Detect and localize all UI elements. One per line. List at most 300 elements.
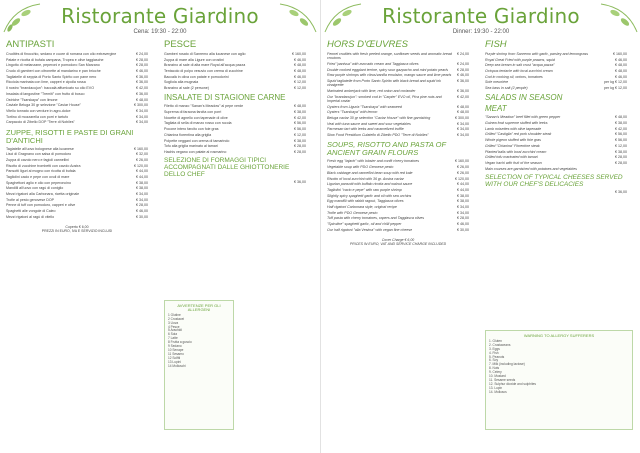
dish-name: Lisci di Gragnano con salsa di pomodoro: [6, 152, 72, 157]
allergen-box: [164, 300, 234, 430]
dish-name: Beluga caviar 30 gr selection "Caviar House" with fine garnishing: [327, 116, 431, 121]
menu-item: [164, 127, 306, 131]
dish-name: Pansotti liguri al mogno con ricotta di bufala: [6, 169, 76, 174]
allergen-box: [485, 330, 633, 430]
menu-item: [6, 52, 148, 56]
dish-name: Egg mandilli with rabbit ragout, Taggiasca olives: [327, 199, 404, 204]
section-heading: SELEZIONE DI FORMAGGI TIPICI ACCOMPAGNATI DALLE GHIOTTONERIE DELLO CHEF: [164, 157, 290, 179]
allergen-list: [489, 340, 629, 395]
menu-item: [327, 95, 469, 104]
dish-price: € 300,00: [455, 116, 469, 121]
service-hours: Dinner: 19:30 - 22:00: [452, 29, 510, 35]
dish-name: Sea bass in salt (2 people): [485, 86, 528, 91]
dish-price: € 24,00: [136, 52, 148, 56]
dish-price: € 38,00: [294, 110, 306, 115]
dish-price: per kg € 12,00: [604, 86, 627, 91]
section-heading: PESCE: [164, 39, 197, 50]
allergen-item: 14. Molluscs: [489, 389, 507, 394]
dish-price: € 26,00: [457, 170, 469, 175]
dish-name: Risotto of local zucchini with 36 gr. Aostra caviar: [327, 176, 404, 181]
dish-price: € 48,00: [294, 69, 306, 74]
dish-name: Tofu alla griglia marinato al tamari: [164, 144, 218, 149]
dish-name: Tuff pasta with cherry tomatoes, capers and Taggiasca olives: [327, 216, 425, 221]
allergen-item: 4. Fish: [489, 350, 499, 355]
menu-item: [6, 169, 148, 173]
dish-price: € 46,00: [615, 74, 627, 79]
menu-item: [327, 177, 469, 181]
dish-name: Tentacolo di polpo vesuvio con crema di zucchine: [164, 69, 243, 74]
dish-price: € 48,00: [294, 104, 306, 109]
dish-name: Carpaccio di Zibello DOP "Terre di Nobiles": [6, 120, 75, 125]
pesce-list: [164, 52, 306, 90]
menu-item: [164, 86, 306, 90]
dish-name: Vegan hachi with fruit of the season: [485, 160, 542, 165]
dish-price: € 56,00: [294, 127, 306, 132]
menu-item: [485, 155, 627, 159]
allergen-item: 13 Lupini: [168, 359, 181, 364]
dish-name: Baccalà in oliva con patate e pomodorini: [164, 74, 229, 79]
menu-item: [6, 115, 148, 119]
dish-price: € 34,00: [457, 127, 469, 132]
menu-item: [164, 121, 306, 125]
dish-price: € 44,00: [136, 174, 148, 179]
menu-item: [327, 222, 469, 226]
allergen-item: 3. Eggs: [489, 346, 500, 351]
dish-price: € 34,00: [457, 133, 469, 138]
dish-price: € 48,00: [136, 97, 148, 102]
menu-item: [327, 194, 469, 198]
dish-name: Lamb noisettes with olive tapenade: [485, 126, 542, 131]
menu-item: [485, 69, 627, 73]
dish-price: € 300,00: [134, 103, 148, 108]
dish-name: "Spiruline" spaghetti garlic, oil and chilli pepper: [327, 222, 402, 226]
menu-item: [6, 158, 148, 162]
menu-item: [6, 69, 148, 73]
dish-price: € 120,00: [134, 163, 148, 168]
allergen-item: 8 Frutta a guscio: [168, 340, 192, 345]
dish-name: Fried "panissa" with avocado cream and Taggiasca olives: [327, 61, 419, 66]
dish-price: € 160,00: [613, 52, 627, 56]
menu-item: [6, 152, 148, 156]
menu-item: [164, 133, 306, 137]
menu-item: [327, 52, 469, 61]
dish-price: € 28,00: [615, 155, 627, 160]
allergen-item: 12 Solfiti: [168, 355, 181, 360]
dish-price: € 28,00: [136, 203, 148, 208]
allergen-item: 6 Soia: [168, 332, 178, 337]
menu-column: [164, 37, 306, 186]
dish-price: € 38,00: [457, 193, 469, 198]
dish-name: Il nostro "brandacujun": baccalà affumicato su olio EVO: [6, 86, 94, 91]
dish-price: € 38,00: [615, 121, 627, 126]
dish-price: € 56,00: [294, 121, 306, 126]
section-heading: MEAT: [485, 104, 507, 114]
antipasti-list: [6, 52, 148, 125]
garnish-note: Main courses are garnished with potatoes and vegetables: [485, 166, 577, 171]
dish-name: Filetto di manzo "Sanan's Meadow" al pepe verde: [164, 104, 244, 109]
dish-price: € 34,00: [457, 204, 469, 209]
menu-item: [164, 139, 306, 143]
dish-name: Vitello tonnato con verdure in agro-dolce: [6, 108, 71, 113]
allergen-item: 2 Crostacei: [168, 316, 185, 321]
restaurant-title: Ristorante Giardino: [61, 4, 259, 28]
menu-item: [327, 73, 469, 77]
dish-name: Mezzi rigatoni alla Carbonara, ricetta originale: [6, 192, 80, 197]
dish-price: € 46,00: [615, 57, 627, 62]
dish-name: Branzino al sale (2 persone): [164, 86, 209, 91]
menu-item: [485, 52, 627, 56]
allergen-list: [168, 314, 230, 369]
allergen-item: 6. Soy: [489, 358, 499, 363]
menu-item: [164, 75, 306, 79]
dish-name: Veal with tuna sauce and sweet and sour vegetables: [327, 121, 411, 126]
dish-name: Branzino al sale di alta mare Royal all'acqua pazza: [164, 63, 246, 68]
dish-price: € 36,00: [136, 91, 148, 96]
dish-price: € 56,00: [615, 132, 627, 137]
dish-name: Gamberi rosato di Sanremo alla lucanese con aglio: [164, 52, 246, 56]
menu-item: [327, 110, 469, 114]
dish-name: Slightly spicy spaghetti garlic and oil with sea urchins: [327, 193, 412, 198]
menu-item: [327, 171, 469, 175]
menu-item: [327, 216, 469, 220]
dish-name: Black cabbage and cannellini bean soup with red kale: [327, 170, 413, 175]
restaurant-title: Ristorante Giardino: [382, 4, 580, 28]
dish-name: Tagiatelle all'uovo bolognese alla lucanese: [6, 146, 74, 151]
dish-name: Marinated amberjack with lime, red onion and coriander: [327, 89, 416, 94]
allergen-item: 5 Arachidi: [168, 328, 182, 333]
dish-price: € 36,00: [457, 79, 469, 84]
dish-name: Crudités di finocchio, sedano e cuore di romana con olio extravergine: [6, 52, 117, 56]
menu-item: [6, 80, 148, 84]
dish-price: € 160,00: [455, 159, 469, 164]
menu-item: [6, 198, 148, 202]
menu-item: [164, 144, 306, 148]
cheese-price: € 36,00: [294, 180, 306, 185]
dish-name: Whole pigeon stuffed with foie gras: [485, 138, 541, 143]
dish-price: € 28,00: [136, 63, 148, 68]
dish-name: Zuppa di mare alla Ligure con crostini: [164, 57, 224, 62]
menu-item: [6, 175, 148, 179]
dish-price: € 46,00: [457, 73, 469, 78]
menu-item: [6, 147, 148, 151]
allergen-title: WARNING TO ALLERGY SUFFERERS: [523, 333, 595, 338]
dish-name: Royal Great Fried with purple prawns, squid: [485, 57, 555, 62]
dish-price: € 12,00: [294, 80, 306, 85]
dish-name: Fresh egg "tajarin" with lobster and confit cherry tomatoes: [327, 159, 420, 164]
dish-price: € 36,00: [136, 74, 148, 79]
pasta-list: [6, 147, 148, 220]
menu-item: [485, 86, 627, 90]
dish-price: € 36,00: [457, 89, 469, 94]
dish-price: € 12,00: [294, 86, 306, 91]
dish-price: € 12,00: [294, 132, 306, 137]
dish-name: Octopus tentacle with local zucchini cream: [485, 69, 553, 74]
dish-price: € 48,00: [457, 104, 469, 109]
menu-item: [327, 228, 469, 232]
dish-name: Purple shrimp from Sanremo with garlic, parsley and lemongrass: [485, 52, 589, 56]
allergen-item: 9. Celery: [489, 370, 502, 375]
menu-item: [327, 127, 469, 131]
allergen-item: 11. Sesame seeds: [489, 377, 516, 382]
price-note: PREZZI IN EURO, IVA E SERVIZIO INCLUSI: [41, 229, 113, 234]
allergen-item: 2. Crustaceans: [489, 342, 511, 347]
dish-price: € 38,00: [136, 186, 148, 191]
dish-name: Insalata di langostine "Tremiti" con frutto di bosco: [6, 91, 85, 96]
allergen-item: 13. Lupin: [489, 385, 503, 390]
menu-item: [6, 109, 148, 113]
dish-price: € 34,00: [457, 210, 469, 215]
dish-name: Oysters from Liguria "Tsarskaya" with seaweed: [327, 104, 402, 109]
dish-price: € 48,00: [294, 63, 306, 68]
dish-name: Oysters "Tsarskaya" with lemon: [327, 110, 378, 115]
dish-price: € 28,00: [457, 216, 469, 221]
dish-name: Grilled tofu marinated with tamari: [485, 155, 538, 160]
dish-price: € 160,00: [292, 52, 306, 56]
dish-price: € 42,00: [136, 86, 148, 91]
menu-page-english: [320, 0, 640, 453]
dish-price: € 28,00: [457, 67, 469, 72]
dish-name: Grilled "Castiglia" red pork shoulder steak: [485, 132, 552, 137]
dish-price: € 38,00: [615, 149, 627, 154]
dish-name: Raw purple shrimps with citrus/vanilla emulsion, mango sauce and lime pearls: [327, 73, 452, 78]
menu-item: [164, 52, 306, 56]
dish-price: € 36,00: [136, 80, 148, 85]
menu-item: [327, 79, 469, 88]
dish-name: Our "brandacujun": smoked cod in "Carpier" EVO oil, Pica pine nuts and Imperial caviar: [327, 94, 442, 104]
menu-item: [6, 164, 148, 168]
dish-price: € 30,00: [136, 214, 148, 219]
dish-price: € 42,00: [294, 115, 306, 120]
dish-name: Tagliata di sella di manzo rosso con rucola: [164, 121, 232, 126]
dish-name: Patate e ricotta di bufala campana, Tropea e olive taggiasche: [6, 57, 104, 62]
menu-item: [6, 209, 148, 213]
hors-list: [327, 52, 469, 137]
menu-item: [327, 62, 469, 66]
menu-item: [164, 110, 306, 114]
dish-price: € 38,00: [457, 199, 469, 204]
dish-name: Nocette di agnello con tapenade di olive: [164, 115, 228, 120]
menu-item: [327, 165, 469, 169]
dish-price: € 30,00: [457, 227, 469, 232]
dish-name: Deep sea bream in salt crust "acqua pazza": [485, 63, 555, 68]
fish-list: [485, 52, 627, 90]
cover-charge: Coperto € 6,00: [65, 225, 89, 230]
dish-price: € 42,00: [615, 126, 627, 131]
dish-price: € 28,00: [294, 149, 306, 154]
menu-item: [327, 89, 469, 93]
cheese-price: € 36,00: [615, 189, 627, 194]
allergen-title: AVVERTENZE PER GLI ALLERGENI: [177, 303, 221, 312]
allergen-item: 11 Sesamo: [168, 351, 184, 356]
section-heading: INSALATE DI STAGIONE CARNE: [164, 93, 286, 103]
dish-price: € 44,00: [457, 187, 469, 192]
dish-price: € 32,00: [136, 152, 148, 157]
allergen-item: 10. Mustard: [489, 374, 506, 379]
menu-item: [327, 211, 469, 215]
menu-item: [485, 80, 627, 84]
dish-price: € 46,00: [457, 222, 469, 226]
allergen-item: 5. Peanuts: [489, 354, 505, 359]
dish-price: € 120,00: [455, 176, 469, 181]
dish-name: Hachis vegano con patate al rosmarino: [164, 149, 227, 154]
dish-name: Tagliolini cacio e pepe con ovuli di mare: [6, 174, 70, 179]
dish-name: Mandilli all'uovo con ragù di coniglio: [6, 186, 64, 191]
dish-price: € 24,00: [457, 61, 469, 66]
menu-item: [6, 215, 148, 219]
dish-price: € 46,00: [294, 74, 306, 79]
dish-name: Pocone intero farcito con foie gras: [164, 127, 219, 132]
menu-item: [485, 138, 627, 142]
dish-price: € 48,00: [457, 110, 469, 115]
dish-name: Parmesan tart with leeks and caramelized truffle: [327, 127, 404, 132]
dish-name: Spaghetti alle vongole di Caleo: [6, 209, 56, 214]
dish-price: € 26,00: [457, 165, 469, 170]
menu-item: [327, 122, 469, 126]
allergen-item: 3 Uova: [168, 320, 179, 325]
dish-name: Polpette veggani con crema di tamarindo: [164, 138, 230, 143]
dish-name: Mezzi rigatoni al ragù di vitello: [6, 214, 55, 219]
dish-name: Sole meunière: [485, 80, 509, 85]
dish-name: Ricciola marinata con lime, capperi e cipolla rossa: [6, 80, 86, 85]
menu-item: [6, 181, 148, 185]
menu-item: [327, 116, 469, 120]
dish-price: € 56,00: [615, 138, 627, 143]
dish-price: € 46,00: [294, 57, 306, 62]
menu-column: [327, 37, 469, 246]
menu-item: [164, 150, 306, 154]
menu-item: [485, 132, 627, 136]
dish-name: Slow Food Presidium Culatello di Zibello PDO "Terre di Nobiles": [327, 133, 429, 138]
carne-list: [164, 104, 306, 154]
menu-item: [327, 105, 469, 109]
allergen-item: 12. Sulphur dioxide and sulphites: [489, 381, 536, 386]
soups-list: [327, 159, 469, 232]
menu-column: [6, 37, 148, 234]
dish-name: "Sanan's Meadow" beef fillet with green pepper: [485, 115, 561, 120]
menu-item: [485, 150, 627, 154]
menu-item: [485, 58, 627, 62]
service-hours: Cena: 19:30 - 22:00: [133, 29, 187, 35]
section-heading: ANTIPASTI: [6, 39, 55, 50]
dish-name: Grilled "Chianina" Florentine steak: [485, 143, 540, 148]
menu-item: [327, 68, 469, 72]
menu-item: [6, 75, 148, 79]
dish-name: Spaghettoni aglio e olio con peperoncino: [6, 180, 71, 185]
menu-item: [164, 116, 306, 120]
menu-item: [327, 205, 469, 209]
section-heading: SOUPS, RISOTTO AND PASTA OF ANCIENT GRAIN FLOURS: [327, 140, 446, 158]
menu-item: [6, 120, 148, 124]
dish-price: € 26,00: [136, 157, 148, 162]
dish-price: € 34,00: [136, 192, 148, 197]
dish-price: € 34,00: [136, 114, 148, 119]
dish-name: Ligurian pansotti with buffalo ricotta and walnut sauce: [327, 182, 413, 187]
dish-price: € 46,00: [136, 209, 148, 214]
dish-price: € 34,00: [136, 108, 148, 113]
dish-price: € 44,00: [457, 182, 469, 187]
dish-price: € 160,00: [134, 146, 148, 151]
allergen-item: 7 Latte: [168, 336, 178, 341]
menu-item: [6, 186, 148, 190]
dish-name: Lingotto di melanzane, peperoni e pomodoro San Marzano: [6, 63, 100, 68]
meat-list: [485, 115, 627, 165]
menu-item: [164, 63, 306, 67]
menu-item: [485, 161, 627, 165]
menu-item: [6, 86, 148, 90]
dish-price: € 44,00: [136, 169, 148, 174]
dish-price: € 34,00: [136, 197, 148, 202]
section-heading: FISH: [485, 39, 507, 50]
dish-name: Half rigatoni Carbonara style, original recipe: [327, 204, 397, 209]
allergen-item: 1 Glutine: [168, 312, 181, 317]
dish-name: Sogliola alla mugnaia: [164, 80, 199, 85]
dish-name: Double cooked eggplant terrine, spicy sour gazpacho and mini potato pearls: [327, 67, 449, 72]
menu-column: [485, 37, 627, 196]
dish-name: Tagliolini "cacio e pepe" with raw purple shrimp: [327, 187, 402, 192]
section-heading: SALADS IN SEASON: [485, 93, 563, 103]
menu-item: [327, 133, 469, 137]
menu-item: [327, 188, 469, 192]
dish-name: Zuppa di cavolo nero e fagioli cannellini: [6, 157, 69, 162]
dish-name: Trofie with PDO Genoese pesto: [327, 210, 378, 215]
menu-item: [6, 58, 148, 62]
dish-name: Caviale Beluga 30 gr selezione "Caviar House": [6, 103, 81, 108]
dish-name: Planted balls with local zucchini cream: [485, 149, 547, 154]
dish-name: Tagliatelle di seppia di Porto Santo Spirito con pane nero: [6, 74, 97, 79]
dish-name: Squid tagliatelle from Porto Santo Spirito with black bread and squid ink vinaigrette: [327, 79, 441, 88]
menu-item: [164, 69, 306, 73]
dish-price: € 24,00: [457, 52, 469, 56]
menu-item: [485, 127, 627, 131]
section-heading: ZUPPE, RISOTTI E PASTE DI GRANI D'ANTICHI: [6, 127, 134, 145]
dish-name: Guinea fowl supreme stuffed with leeks: [485, 121, 548, 126]
dish-name: Suprema di faraona farcita con porri: [164, 110, 222, 115]
dish-price: € 38,00: [294, 138, 306, 143]
allergen-item: 1. Gluten: [489, 338, 502, 343]
menu-item: [485, 75, 627, 79]
dish-name: Ostriche "Tsarskaya" con limone: [6, 97, 58, 102]
dish-price: € 28,00: [615, 160, 627, 165]
menu-item: [164, 58, 306, 62]
dish-name: Risotto di zucchine trombetti con cavolo Aostra: [6, 163, 81, 168]
menu-item: [164, 104, 306, 108]
allergen-item: 9 Sedano: [168, 344, 182, 349]
menu-item: [6, 192, 148, 196]
dish-name: Our half rigatoni "alla Vesima" with vegan fine cheese: [327, 227, 413, 232]
menu-item: [6, 92, 148, 96]
dish-name: Chianina fiorentina alla griglia: [164, 132, 212, 137]
menu-item: [164, 80, 306, 84]
dish-name: Fennel crudités with fresh peeled orange, sunflower seeds and aromatic bread croutons: [327, 52, 452, 61]
section-heading: SELECTION OF TYPICAL CHEESES SERVED WITH OUR CHEF'S DELICACIES: [485, 173, 623, 188]
dish-name: Vegetable soup with PDO Genoese pesto: [327, 165, 394, 170]
dish-price: € 46,00: [136, 69, 148, 74]
price-note: PRICES IN EURO, VAT AND SERVICE CHARGE INCLUDED: [349, 242, 447, 247]
dish-price: € 42,00: [457, 94, 469, 99]
dish-price: per kg € 12,00: [604, 80, 627, 85]
allergen-item: 14 Molluschi: [168, 363, 186, 368]
dish-price: € 48,00: [615, 63, 627, 68]
dish-price: € 28,00: [294, 144, 306, 149]
dish-name: Penne di tuff con pomodoro, capperi e olive: [6, 203, 76, 208]
menu-item: [6, 63, 148, 67]
dish-price: € 28,00: [136, 57, 148, 62]
menu-item: [485, 121, 627, 125]
allergen-item: 10 Senape: [168, 347, 184, 352]
menu-item: [327, 199, 469, 203]
dish-name: Crudo di gamberi con citronette al mandarino e pan brioche: [6, 69, 101, 74]
menu-item: [327, 159, 469, 163]
